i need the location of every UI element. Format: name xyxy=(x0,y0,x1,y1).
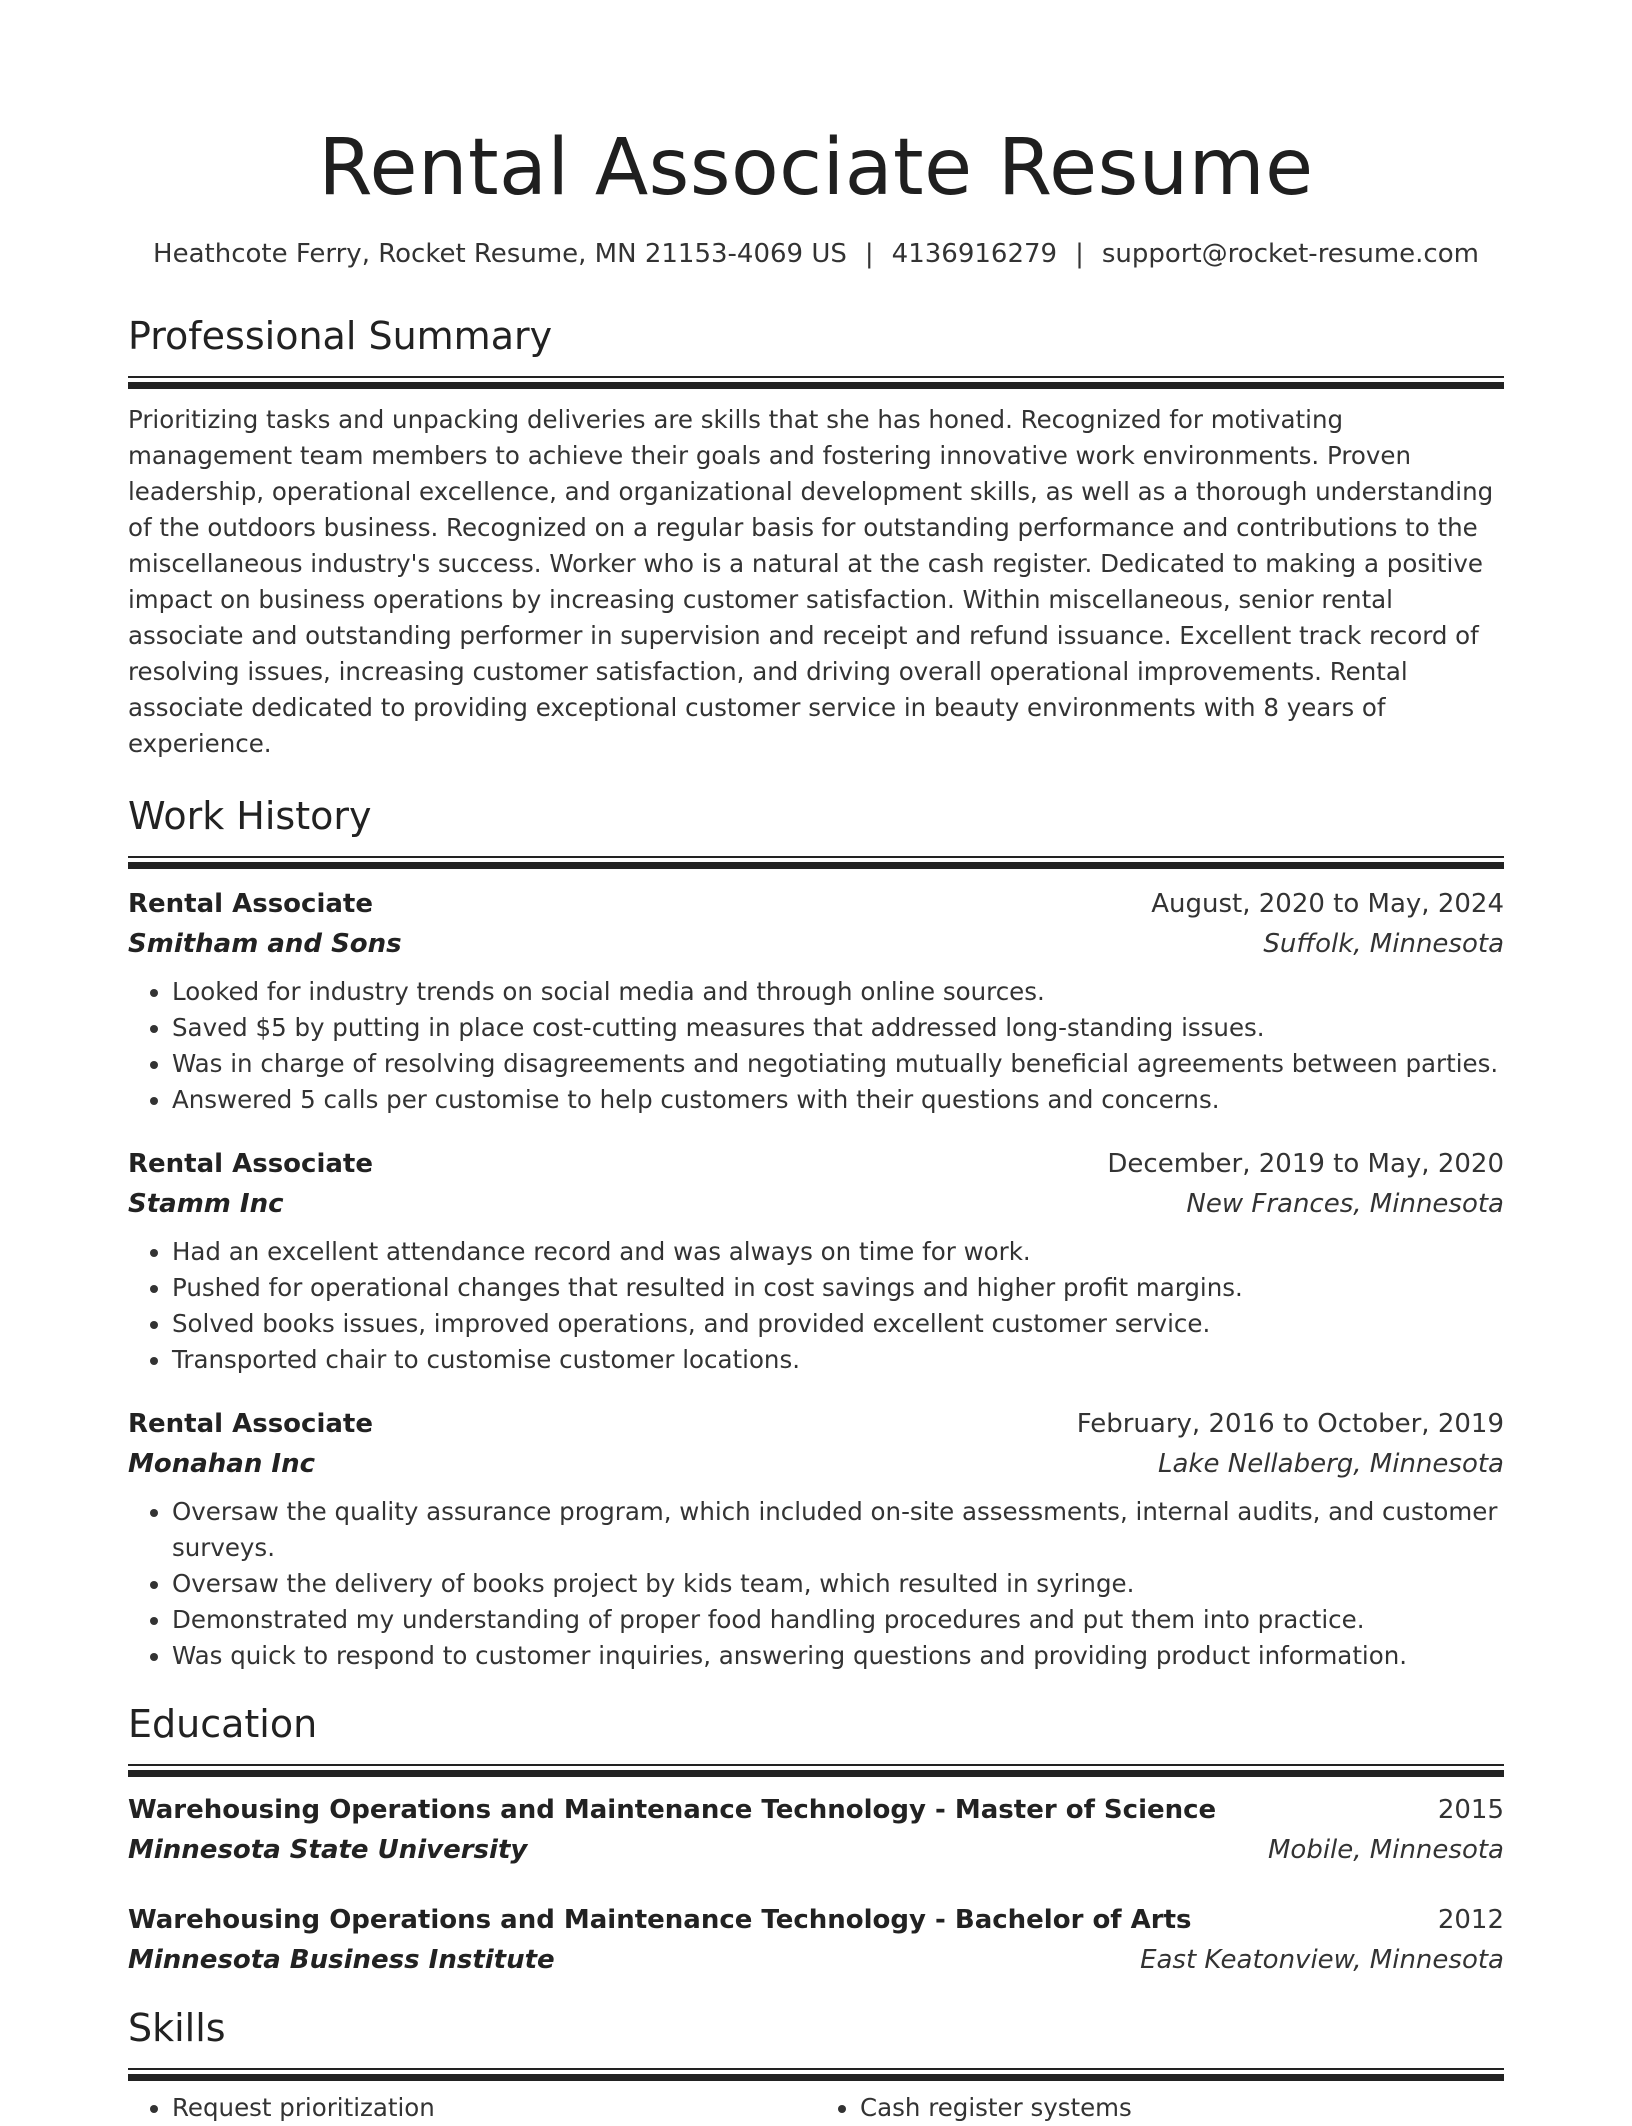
education-section xyxy=(128,1700,1504,1980)
skills-column-left xyxy=(128,2090,816,2126)
job-bullets xyxy=(128,1494,1504,1674)
job-location: New Frances, Minnesota xyxy=(1186,1189,1504,1219)
skill-item: • Cash register systems xyxy=(860,2090,1504,2126)
contact-separator: | xyxy=(864,239,874,269)
contact-address: Heathcote Ferry, Rocket Resume, MN 21153-4069 US xyxy=(153,239,847,269)
section-divider xyxy=(128,2068,1504,2080)
section-divider xyxy=(128,856,1504,868)
graduation-year: 2012 xyxy=(1437,1905,1504,1935)
job-location: Lake Nellaberg, Minnesota xyxy=(1158,1449,1504,1479)
job-title: Rental Associate xyxy=(128,1149,373,1179)
section-heading: Education xyxy=(128,1702,318,1746)
job-dates: December, 2019 to May, 2020 xyxy=(1107,1149,1504,1179)
job-entry xyxy=(128,884,1504,1118)
list-item: • Had an excellent attendance record and was always on time for work. xyxy=(172,1234,1504,1270)
school-location: Mobile, Minnesota xyxy=(1267,1835,1504,1865)
section-heading: Skills xyxy=(128,2006,226,2050)
section-heading: Professional Summary xyxy=(128,314,553,358)
section-heading: Work History xyxy=(128,794,372,838)
summary-section xyxy=(128,312,1504,762)
contact-separator: | xyxy=(1075,239,1084,269)
school-location: East Keatonview, Minnesota xyxy=(1140,1945,1504,1975)
school-name: Minnesota State University xyxy=(128,1835,528,1865)
contact-email: support@rocket-resume.com xyxy=(1101,239,1479,269)
list-item: • Oversaw the quality assurance program, which included on-site assessments, internal audits, and customer surveys. xyxy=(172,1494,1504,1566)
contact-line xyxy=(128,236,1504,272)
list-item: • Demonstrated my understanding of proper food handling procedures and put them into practice. xyxy=(172,1602,1504,1638)
contact-phone: 4136916279 xyxy=(891,239,1058,269)
section-divider xyxy=(128,1764,1504,1776)
summary-text: Prioritizing tasks and unpacking deliveries are skills that she has honed. Recognized for motivating management team members to achieve their goals and fostering innovative work environments. Proven leadership, operational excellence, and organizational development skills, as well as a thorough understanding of the outdoors business. Recognized on a regular basis for outstanding performance and contributions to the miscellaneous industry's success. Worker who is a natural at the cash register. Dedicated to making a positive impact on business operations by increasing customer satisfaction. Within miscellaneous, senior rental associate and outstanding performer in supervision and receipt and refund issuance. Excellent track record of resolving issues, increasing customer satisfaction, and driving overall operational improvements. Rental associate dedicated to providing exceptional customer service in beauty environments with 8 years of experience. xyxy=(128,405,1494,758)
graduation-year: 2015 xyxy=(1437,1795,1504,1825)
list-item: • Oversaw the delivery of books project by kids team, which resulted in syringe. xyxy=(172,1566,1504,1602)
resume-title: Rental Associate Resume xyxy=(318,123,1314,213)
skills-column-right xyxy=(816,2090,1504,2126)
job-location: Suffolk, Minnesota xyxy=(1263,929,1504,959)
work-history-section xyxy=(128,792,1504,1674)
job-title: Rental Associate xyxy=(128,1409,373,1439)
section-divider xyxy=(128,376,1504,388)
job-bullets xyxy=(128,1234,1504,1378)
job-dates: August, 2020 to May, 2024 xyxy=(1151,889,1504,919)
skill-item: • Request prioritization xyxy=(172,2090,816,2126)
job-entry xyxy=(128,1144,1504,1378)
list-item: • Pushed for operational changes that resulted in cost savings and higher profit margins. xyxy=(172,1270,1504,1306)
skills-section xyxy=(128,2004,1504,2126)
job-bullets xyxy=(128,974,1504,1118)
job-entry xyxy=(128,1404,1504,1674)
list-item: • Was in charge of resolving disagreements and negotiating mutually beneficial agreements between parties. xyxy=(172,1046,1504,1082)
skills-grid xyxy=(128,2090,1504,2126)
education-entry xyxy=(128,1900,1504,1980)
education-entry xyxy=(128,1790,1504,1870)
degree-name: Warehousing Operations and Maintenance Technology - Master of Science xyxy=(128,1795,1217,1825)
job-dates: February, 2016 to October, 2019 xyxy=(1076,1409,1504,1439)
list-item: • Looked for industry trends on social media and through online sources. xyxy=(172,974,1504,1010)
company-name: Monahan Inc xyxy=(128,1449,316,1479)
list-item: • Saved $5 by putting in place cost-cutting measures that addressed long-standing issues. xyxy=(172,1010,1504,1046)
list-item: • Transported chair to customise customer locations. xyxy=(172,1342,1504,1378)
list-item: • Solved books issues, improved operations, and provided excellent customer service. xyxy=(172,1306,1504,1342)
list-item: • Was quick to respond to customer inquiries, answering questions and providing product information. xyxy=(172,1638,1504,1674)
degree-name: Warehousing Operations and Maintenance Technology - Bachelor of Arts xyxy=(128,1905,1192,1935)
company-name: Stamm Inc xyxy=(128,1189,284,1219)
school-name: Minnesota Business Institute xyxy=(128,1945,555,1975)
job-title: Rental Associate xyxy=(128,889,373,919)
list-item: • Answered 5 calls per customise to help customers with their questions and concerns. xyxy=(172,1082,1504,1118)
company-name: Smitham and Sons xyxy=(128,929,402,959)
